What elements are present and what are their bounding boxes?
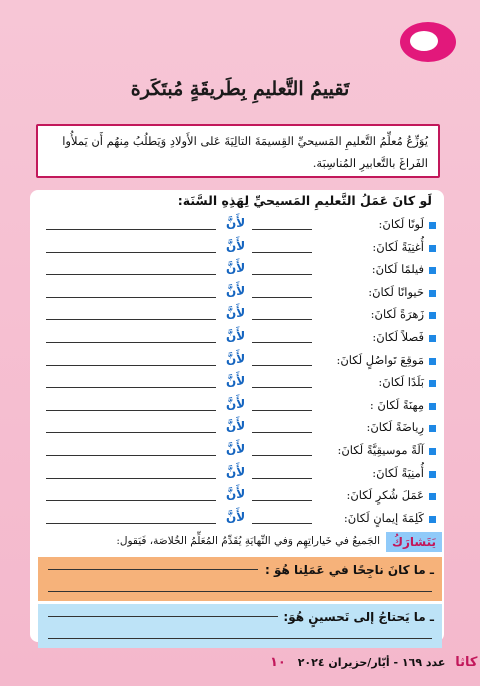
- reason-line[interactable]: [46, 500, 216, 501]
- answer-line[interactable]: [252, 387, 312, 388]
- reason-line[interactable]: [46, 523, 216, 524]
- because-label: لأَنَّ: [226, 329, 246, 343]
- square-bullet-icon: [429, 471, 436, 478]
- square-bullet-icon: [429, 425, 436, 432]
- square-bullet-icon: [429, 290, 436, 297]
- because-label: لأَنَّ: [226, 396, 246, 411]
- item-label: لَونًا لَكانَ:: [378, 217, 424, 231]
- success-answer-line-1[interactable]: [48, 569, 258, 570]
- item-row: [40, 260, 440, 282]
- answer-line[interactable]: [252, 410, 312, 411]
- because-label: لأَنَّ: [226, 216, 246, 230]
- share-tag: يَتَشارَكُ: [386, 532, 442, 552]
- success-box: [38, 557, 442, 601]
- answer-line[interactable]: [252, 229, 312, 230]
- item-label: مِهنَةً لَكانَ :: [369, 397, 424, 412]
- page-footer: [270, 655, 477, 670]
- because-label: لأَنَّ: [226, 238, 246, 253]
- answer-line[interactable]: [252, 500, 312, 501]
- improve-box: [38, 604, 442, 648]
- item-label: فَصلاً لَكانَ:: [372, 330, 424, 344]
- reason-line[interactable]: [46, 410, 216, 411]
- square-bullet-icon: [429, 312, 436, 319]
- reason-line[interactable]: [46, 455, 216, 456]
- square-bullet-icon: [429, 403, 436, 410]
- item-label: كَلِمَةَ إيمانٍ لَكانَ:: [343, 510, 424, 525]
- square-bullet-icon: [429, 358, 436, 365]
- item-label: أُغنِيَةً لَكانَ:: [372, 239, 424, 254]
- item-label: زَهرَةً لَكانَ:: [370, 307, 424, 322]
- worksheet-heading: لَو كانَ عَمَلُ التَّعليمِ المَسيحيِّ لِهَذِهِ السَّنَة:: [177, 193, 432, 208]
- item-row: [40, 305, 440, 327]
- because-label: لأَنَّ: [226, 464, 246, 479]
- item-label: رِياضَةً لَكانَ:: [366, 420, 424, 435]
- improve-answer-line-1[interactable]: [48, 616, 278, 617]
- square-bullet-icon: [429, 335, 436, 342]
- item-row: [40, 373, 440, 395]
- item-row: [40, 441, 440, 463]
- answer-line[interactable]: [252, 297, 312, 298]
- reason-line[interactable]: [46, 229, 216, 230]
- issue-info: عدد ١٦٩ - أيّار/حزيران ٢٠٢٤: [297, 656, 446, 669]
- square-bullet-icon: [429, 516, 436, 523]
- answer-line[interactable]: [252, 523, 312, 524]
- item-row: [40, 509, 440, 531]
- item-row: [40, 418, 440, 440]
- reason-line[interactable]: [46, 432, 216, 433]
- square-bullet-icon: [429, 222, 436, 229]
- reason-line[interactable]: [46, 478, 216, 479]
- square-bullet-icon: [429, 448, 436, 455]
- share-text: الجَميعُ في خَياراتِهِم وَفي النِّهايَةِ يُقَدِّمُ المُعَلِّمُ الخُلاصَة، فَيَقول:: [116, 535, 380, 547]
- square-bullet-icon: [429, 267, 436, 274]
- decorative-oval: [400, 22, 456, 62]
- because-label: لأَنَّ: [226, 351, 246, 366]
- answer-line[interactable]: [252, 478, 312, 479]
- magazine-brand: كاثا: [455, 655, 478, 670]
- item-label: أُمنِيَةً لَكانَ:: [372, 465, 424, 480]
- reason-line[interactable]: [46, 342, 216, 343]
- item-row: [40, 328, 440, 350]
- reason-line[interactable]: [46, 365, 216, 366]
- improve-question: ـ ما يَحتاجُ إلى تَحسينٍ هُوَ:: [283, 610, 434, 624]
- because-label: لأَنَّ: [226, 442, 246, 456]
- item-row: [40, 351, 440, 373]
- item-row: [40, 215, 440, 237]
- answer-line[interactable]: [252, 342, 312, 343]
- because-label: لأَنَّ: [226, 306, 246, 321]
- because-label: لأَنَّ: [226, 419, 246, 434]
- because-label: لأَنَّ: [226, 487, 246, 502]
- square-bullet-icon: [429, 245, 436, 252]
- because-label: لأَنَّ: [226, 509, 246, 524]
- reason-line[interactable]: [46, 297, 216, 298]
- item-row: [40, 238, 440, 260]
- item-row: [40, 486, 440, 508]
- reason-line[interactable]: [46, 387, 216, 388]
- item-label: مَوقِعَ تَواصُلٍ لَكانَ:: [336, 352, 424, 367]
- item-label: عَمَلَ شُكرٍ لَكانَ:: [346, 488, 424, 503]
- success-answer-line-2[interactable]: [48, 591, 432, 592]
- because-label: لأَنَّ: [226, 374, 246, 389]
- success-question: ـ ما كانَ ناجِحًا في عَمَلِنا هُوَ :: [264, 563, 434, 577]
- answer-line[interactable]: [252, 455, 312, 456]
- because-label: لأَنَّ: [226, 261, 246, 276]
- answer-line[interactable]: [252, 319, 312, 320]
- answer-line[interactable]: [252, 365, 312, 366]
- page-title: تَقييمُ التَّعليمِ بِطَريقَةٍ مُبتَكَرة: [130, 78, 350, 100]
- answer-line[interactable]: [252, 432, 312, 433]
- item-row: [40, 283, 440, 305]
- item-label: فيلمًا لَكانَ:: [371, 262, 424, 277]
- because-label: لأَنَّ: [226, 283, 246, 298]
- square-bullet-icon: [429, 493, 436, 500]
- item-row: [40, 396, 440, 418]
- answer-line[interactable]: [252, 252, 312, 253]
- reason-line[interactable]: [46, 252, 216, 253]
- item-label: بَلَدًا لَكانَ:: [378, 375, 424, 390]
- improve-answer-line-2[interactable]: [48, 638, 432, 639]
- item-label: آلَةً موسيقِيَّةً لَكانَ:: [337, 443, 424, 457]
- reason-line[interactable]: [46, 319, 216, 320]
- reason-line[interactable]: [46, 274, 216, 275]
- instruction-box: يُوَزِّعُ مُعلِّمُ التَّعليمِ المَسيحيِّ القِسيمَةَ التالِيَةَ عَلى الأَولادِ وَيَطلُبُ مِنهُم أَن يَملأُوا الفَراغَ بالتَّعابيرِ المُناسِبَة.: [36, 124, 440, 178]
- answer-line[interactable]: [252, 274, 312, 275]
- item-row: [40, 464, 440, 486]
- square-bullet-icon: [429, 380, 436, 387]
- page-number: ١٠: [270, 655, 286, 670]
- item-label: حَيوانًا لَكانَ:: [368, 284, 424, 299]
